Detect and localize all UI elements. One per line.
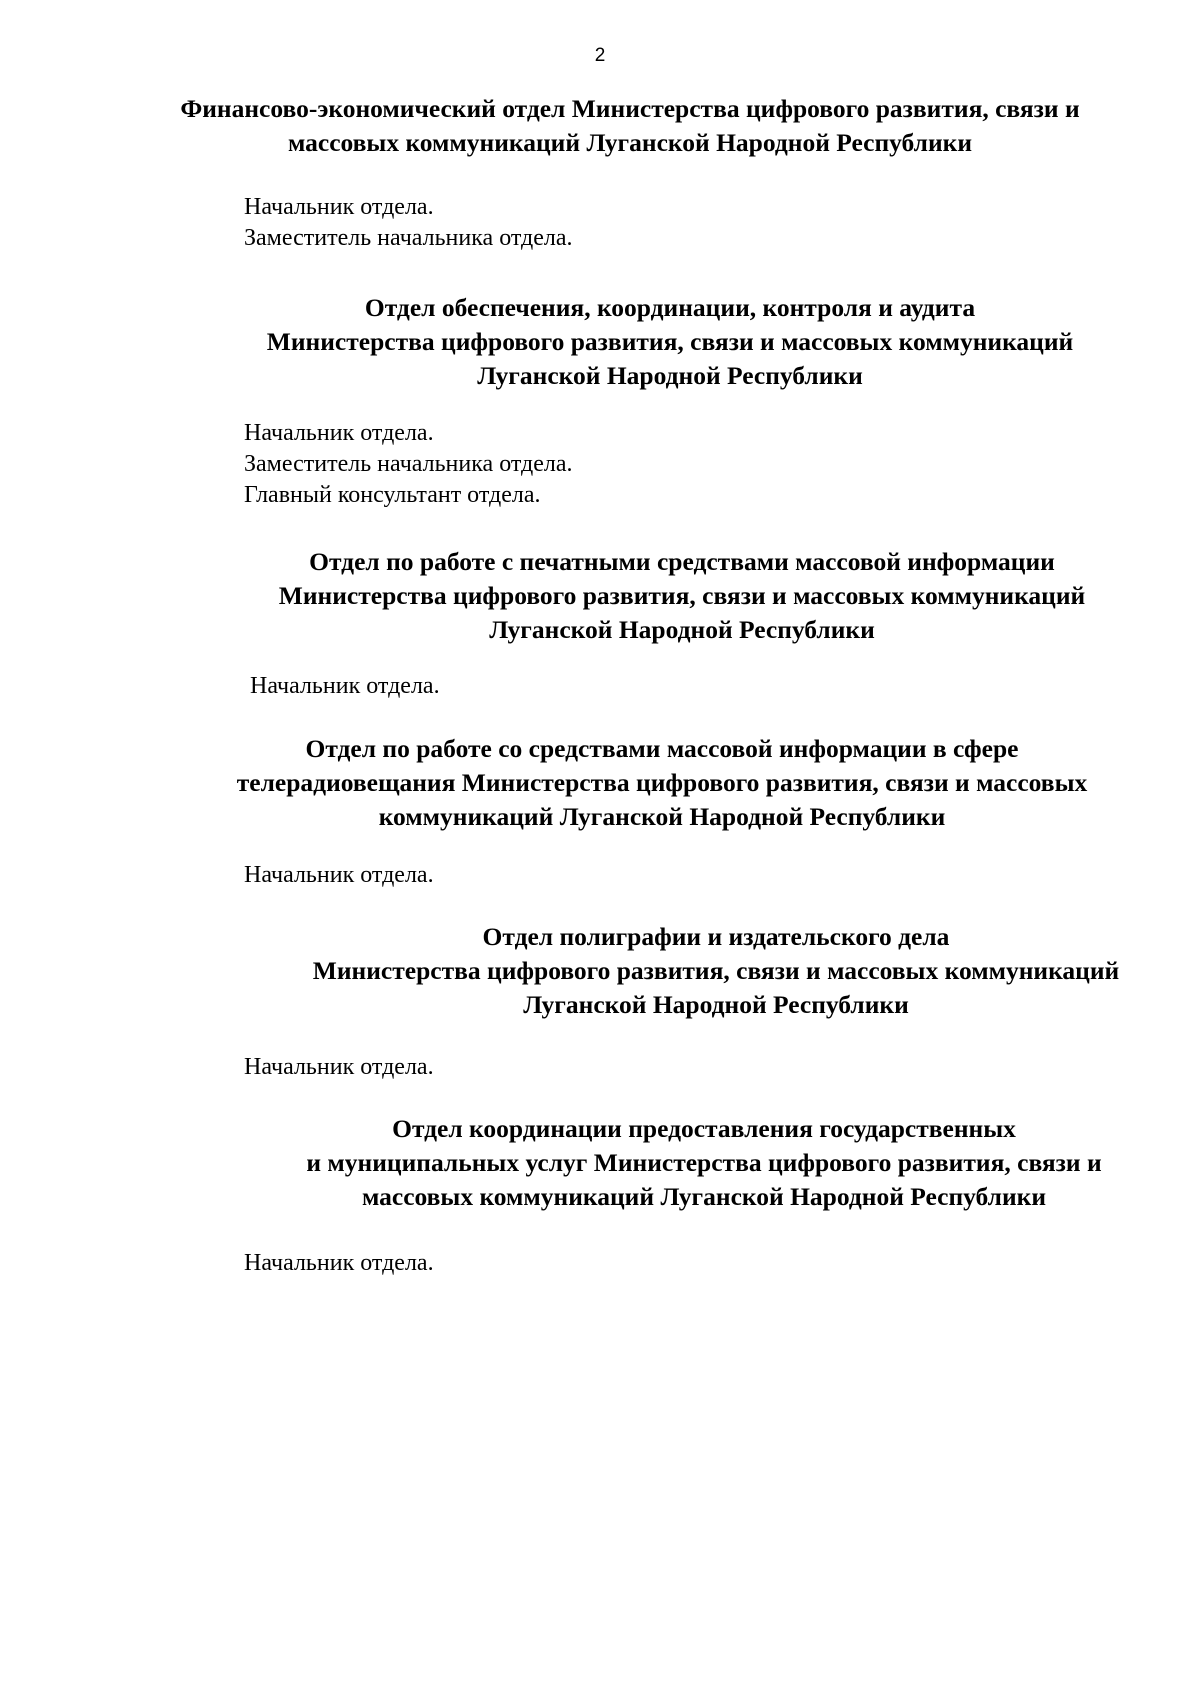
heading-line: Отдел по работе с печатными средствами массовой информации [309,547,1055,576]
heading-line: Луганской Народной Республики [523,990,909,1019]
position-item: Начальник отдела. [244,194,434,220]
positions-list-public-services [244,1248,434,1279]
section-heading-print-media [214,545,1150,647]
position-item: Начальник отдела. [250,673,440,699]
positions-list-broadcasting [244,860,434,891]
position-item: Заместитель начальника отдела. [244,451,573,477]
positions-list-audit [244,418,573,511]
positions-list-printing [244,1052,434,1083]
heading-line: Министерства цифрового развития, связи и массовых коммуникаций [266,327,1074,356]
position-item: Начальник отдела. [244,1250,434,1276]
position-item: Начальник отдела. [244,1054,434,1080]
position-item: Начальник отдела. [244,420,434,446]
heading-line: массовых коммуникаций Луганской Народной Республики [287,128,973,157]
position-item: Главный консультант отдела. [244,482,541,508]
heading-line: Отдел координации предоставления государственных [392,1114,1016,1143]
heading-line: Отдел полиграфии и издательского дела [482,922,950,951]
heading-line: Министерства цифрового развития, связи и массовых коммуникаций [278,581,1086,610]
heading-line: Луганской Народной Республики [477,361,863,390]
positions-list-finance [244,192,573,254]
heading-line: коммуникаций Луганской Народной Республики [378,802,946,831]
section-heading-public-services [244,1112,1164,1214]
heading-line: Министерства цифрового развития, связи и массовых коммуникаций [312,956,1120,985]
section-heading-audit [200,291,1140,393]
position-item: Начальник отдела. [244,862,434,888]
position-item: Заместитель начальника отдела. [244,225,573,251]
section-heading-broadcasting [192,732,1132,834]
section-heading-finance [160,92,1100,160]
positions-list-print-media [250,671,440,702]
section-heading-printing [246,920,1186,1022]
page-number: 2 [594,45,606,66]
heading-line: и муниципальных услуг Министерства цифрового развития, связи и [306,1148,1102,1177]
heading-line: Отдел обеспечения, координации, контроля и аудита [364,293,976,322]
heading-line: массовых коммуникаций Луганской Народной Республики [361,1182,1047,1211]
heading-line: Луганской Народной Республики [489,615,875,644]
heading-line: Отдел по работе со средствами массовой информации в сфере [305,734,1019,763]
heading-line: телерадиовещания Министерства цифрового развития, связи и массовых [236,768,1088,797]
heading-line: Финансово-экономический отдел Министерства цифрового развития, связи и [180,94,1080,123]
